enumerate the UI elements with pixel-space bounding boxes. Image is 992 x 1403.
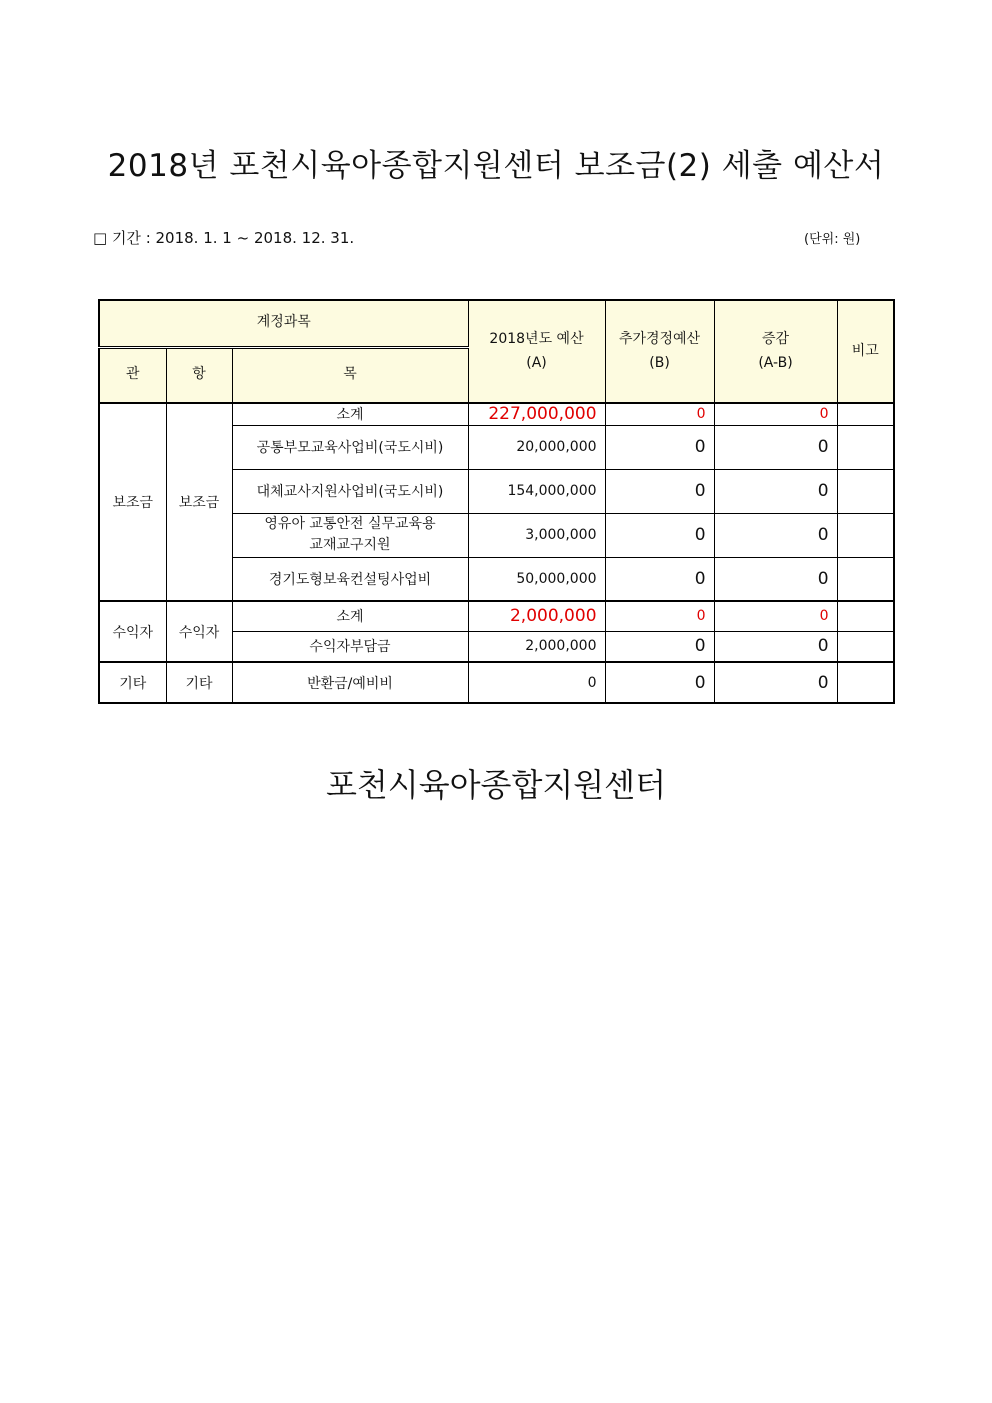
gwan-cell: 기타 xyxy=(99,662,166,703)
supp-cell: 0 xyxy=(605,631,714,662)
header-account: 계정과목 xyxy=(99,300,468,347)
mok-cell: 대체교사지원사업비(국도시비) xyxy=(232,469,468,513)
diff-cell: 0 xyxy=(714,631,837,662)
header-diff-line2: (A-B) xyxy=(758,354,793,371)
supp-cell: 0 xyxy=(605,662,714,703)
header-supp-line2: (B) xyxy=(649,354,670,371)
note-cell xyxy=(837,469,894,513)
mok-line2: 교재교구지원 xyxy=(309,537,391,553)
hang-cell: 기타 xyxy=(166,662,232,703)
header-gwan: 관 xyxy=(99,347,166,403)
budget-subtotal: 227,000,000 xyxy=(468,403,605,425)
mok-cell xyxy=(232,513,468,557)
header-budget-line2: (A) xyxy=(526,354,547,371)
period-line: □ 기간 : 2018. 1. 1 ~ 2018. 12. 31. xyxy=(93,229,355,247)
header-difference xyxy=(714,300,837,403)
gwan-cell: 수익자 xyxy=(99,601,166,662)
diff-subtotal: 0 xyxy=(714,403,837,425)
budget-cell: 50,000,000 xyxy=(468,557,605,601)
supp-cell: 0 xyxy=(605,513,714,557)
organization-footer: 포천시육아종합지원센터 xyxy=(325,766,667,804)
supp-subtotal: 0 xyxy=(605,403,714,425)
budget-subtotal: 2,000,000 xyxy=(468,601,605,631)
document-title: 2018년 포천시육아종합지원센터 보조금(2) 세출 예산서 xyxy=(107,148,885,184)
mok-cell: 경기도형보육컨설팅사업비 xyxy=(232,557,468,601)
diff-cell: 0 xyxy=(714,469,837,513)
header-supp-line1: 추가경정예산 xyxy=(618,330,701,347)
table-row xyxy=(99,662,894,703)
supp-subtotal: 0 xyxy=(605,601,714,631)
note-cell xyxy=(837,662,894,703)
header-diff-line1: 증감 xyxy=(761,330,790,347)
unit-label: (단위: 원) xyxy=(804,232,861,247)
mok-cell: 반환금/예비비 xyxy=(232,662,468,703)
supp-cell: 0 xyxy=(605,469,714,513)
hang-cell: 수익자 xyxy=(166,601,232,662)
note-cell xyxy=(837,601,894,631)
budget-cell: 0 xyxy=(468,662,605,703)
diff-cell: 0 xyxy=(714,662,837,703)
diff-cell: 0 xyxy=(714,557,837,601)
header-note: 비고 xyxy=(837,300,894,403)
header-mok: 목 xyxy=(232,347,468,403)
note-cell xyxy=(837,513,894,557)
supp-cell: 0 xyxy=(605,425,714,469)
note-cell xyxy=(837,425,894,469)
mok-cell: 수익자부담금 xyxy=(232,631,468,662)
diff-cell: 0 xyxy=(714,513,837,557)
diff-cell: 0 xyxy=(714,425,837,469)
budget-cell: 154,000,000 xyxy=(468,469,605,513)
supp-cell: 0 xyxy=(605,557,714,601)
note-cell xyxy=(837,557,894,601)
note-cell xyxy=(837,631,894,662)
hang-cell: 보조금 xyxy=(166,403,232,601)
note-cell xyxy=(837,403,894,425)
mok-cell: 공통부모교육사업비(국도시비) xyxy=(232,425,468,469)
header-supplementary xyxy=(605,300,714,403)
table-row xyxy=(99,403,894,425)
budget-cell: 3,000,000 xyxy=(468,513,605,557)
header-budget xyxy=(468,300,605,403)
gwan-cell: 보조금 xyxy=(99,403,166,601)
budget-cell: 2,000,000 xyxy=(468,631,605,662)
table-row xyxy=(99,601,894,631)
header-hang: 항 xyxy=(166,347,232,403)
diff-subtotal: 0 xyxy=(714,601,837,631)
budget-cell: 20,000,000 xyxy=(468,425,605,469)
header-budget-line1: 2018년도 예산 xyxy=(489,330,584,347)
budget-table xyxy=(98,299,895,704)
mok-subtotal: 소계 xyxy=(232,601,468,631)
mok-line1: 영유아 교통안전 실무교육용 xyxy=(264,516,436,532)
mok-subtotal: 소계 xyxy=(232,403,468,425)
